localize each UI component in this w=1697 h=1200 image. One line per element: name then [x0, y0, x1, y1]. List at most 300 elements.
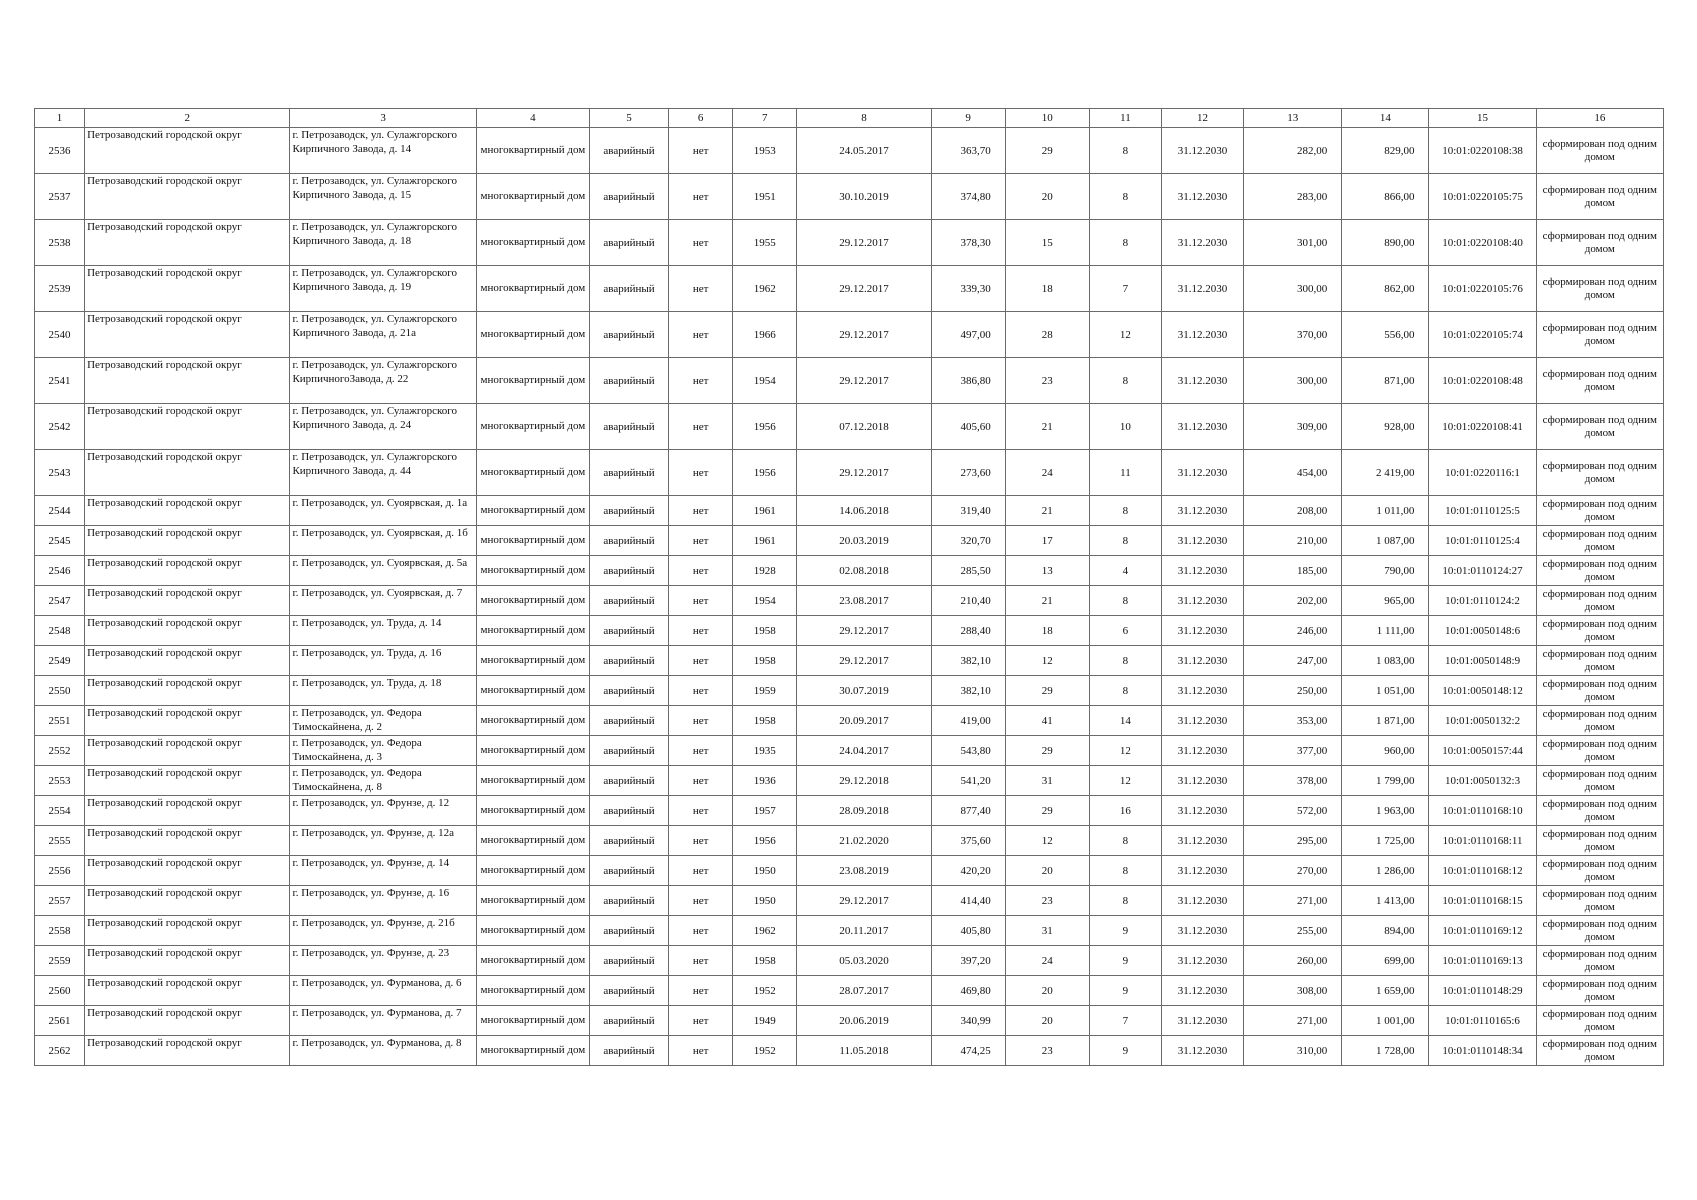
area-resettle-cell: 246,00	[1244, 616, 1342, 646]
area-cell: 420,20	[931, 856, 1005, 886]
building-status-cell: аварийный	[589, 128, 668, 174]
cadastral-number-cell: 10:01:0110168:10	[1429, 796, 1536, 826]
apartments-cell: 8	[1089, 886, 1161, 916]
recognition-date-cell: 02.08.2018	[797, 556, 931, 586]
build-year-cell: 1956	[733, 450, 797, 496]
land-plot-status-cell: сформирован под одним домом	[1536, 220, 1663, 266]
residents-cell: 20	[1005, 976, 1089, 1006]
area-resettle-cell: 377,00	[1244, 736, 1342, 766]
land-area-cell: 1 286,00	[1342, 856, 1429, 886]
area-resettle-cell: 247,00	[1244, 646, 1342, 676]
build-year-cell: 1950	[733, 886, 797, 916]
land-plot-status-cell: сформирован под одним домом	[1536, 646, 1663, 676]
build-year-cell: 1957	[733, 796, 797, 826]
municipality-cell: Петрозаводский городской округ	[85, 586, 290, 616]
col-header: 15	[1429, 109, 1536, 128]
municipality-cell: Петрозаводский городской округ	[85, 358, 290, 404]
building-type-cell: многоквартирный дом	[476, 266, 589, 312]
address-cell: г. Петрозаводск, ул. Федора Тимоскайнена, д. 3	[290, 736, 476, 766]
col-header: 10	[1005, 109, 1089, 128]
building-type-cell: многоквартирный дом	[476, 946, 589, 976]
address-cell: г. Петрозаводск, ул. Труда, д. 18	[290, 676, 476, 706]
building-status-cell: аварийный	[589, 616, 668, 646]
land-area-cell: 1 659,00	[1342, 976, 1429, 1006]
recognition-date-cell: 23.08.2017	[797, 586, 931, 616]
land-area-cell: 699,00	[1342, 946, 1429, 976]
area-resettle-cell: 271,00	[1244, 1006, 1342, 1036]
area-resettle-cell: 282,00	[1244, 128, 1342, 174]
build-year-cell: 1953	[733, 128, 797, 174]
row-number-cell: 2552	[35, 736, 85, 766]
area-resettle-cell: 295,00	[1244, 826, 1342, 856]
recognition-date-cell: 29.12.2017	[797, 266, 931, 312]
build-year-cell: 1961	[733, 526, 797, 556]
apartments-cell: 11	[1089, 450, 1161, 496]
land-plot-status-cell: сформирован под одним домом	[1536, 358, 1663, 404]
row-number-cell: 2537	[35, 174, 85, 220]
recognition-date-cell: 24.04.2017	[797, 736, 931, 766]
land-area-cell: 1 725,00	[1342, 826, 1429, 856]
resettlement-date-cell: 31.12.2030	[1161, 796, 1243, 826]
land-plot-status-cell: сформирован под одним домом	[1536, 496, 1663, 526]
build-year-cell: 1936	[733, 766, 797, 796]
recognition-date-cell: 29.12.2017	[797, 312, 931, 358]
residents-cell: 29	[1005, 736, 1089, 766]
cadastral-number-cell: 10:01:0220108:38	[1429, 128, 1536, 174]
building-status-cell: аварийный	[589, 736, 668, 766]
address-cell: г. Петрозаводск, ул. Сулажгорского Кирпичного Завода, д. 19	[290, 266, 476, 312]
build-year-cell: 1949	[733, 1006, 797, 1036]
building-status-cell: аварийный	[589, 312, 668, 358]
cadastral-number-cell: 10:01:0110148:29	[1429, 976, 1536, 1006]
table-row	[35, 312, 1664, 358]
recognition-date-cell: 07.12.2018	[797, 404, 931, 450]
row-number-cell: 2554	[35, 796, 85, 826]
resettlement-date-cell: 31.12.2030	[1161, 174, 1243, 220]
build-year-cell: 1955	[733, 220, 797, 266]
area-resettle-cell: 208,00	[1244, 496, 1342, 526]
municipality-cell: Петрозаводский городской округ	[85, 766, 290, 796]
table-row	[35, 404, 1664, 450]
col-header: 14	[1342, 109, 1429, 128]
address-cell: г. Петрозаводск, ул. Фрунзе, д. 14	[290, 856, 476, 886]
flag-cell: нет	[669, 916, 733, 946]
building-status-cell: аварийный	[589, 266, 668, 312]
col-header: 8	[797, 109, 931, 128]
area-resettle-cell: 300,00	[1244, 358, 1342, 404]
land-plot-status-cell: сформирован под одним домом	[1536, 736, 1663, 766]
resettlement-date-cell: 31.12.2030	[1161, 646, 1243, 676]
apartments-cell: 4	[1089, 556, 1161, 586]
resettlement-date-cell: 31.12.2030	[1161, 404, 1243, 450]
table-row	[35, 736, 1664, 766]
municipality-cell: Петрозаводский городской округ	[85, 174, 290, 220]
area-resettle-cell: 353,00	[1244, 706, 1342, 736]
address-cell: г. Петрозаводск, ул. Фрунзе, д. 12а	[290, 826, 476, 856]
resettlement-date-cell: 31.12.2030	[1161, 736, 1243, 766]
residents-cell: 31	[1005, 766, 1089, 796]
municipality-cell: Петрозаводский городской округ	[85, 646, 290, 676]
building-status-cell: аварийный	[589, 796, 668, 826]
flag-cell: нет	[669, 826, 733, 856]
recognition-date-cell: 29.12.2017	[797, 450, 931, 496]
apartments-cell: 9	[1089, 916, 1161, 946]
build-year-cell: 1935	[733, 736, 797, 766]
building-status-cell: аварийный	[589, 646, 668, 676]
area-resettle-cell: 202,00	[1244, 586, 1342, 616]
municipality-cell: Петрозаводский городской округ	[85, 496, 290, 526]
row-number-cell: 2550	[35, 676, 85, 706]
resettlement-date-cell: 31.12.2030	[1161, 886, 1243, 916]
residents-cell: 20	[1005, 1006, 1089, 1036]
recognition-date-cell: 20.06.2019	[797, 1006, 931, 1036]
residents-cell: 29	[1005, 676, 1089, 706]
recognition-date-cell: 20.11.2017	[797, 916, 931, 946]
building-status-cell: аварийный	[589, 706, 668, 736]
land-plot-status-cell: сформирован под одним домом	[1536, 450, 1663, 496]
residents-cell: 23	[1005, 1036, 1089, 1066]
apartments-cell: 8	[1089, 526, 1161, 556]
table-row	[35, 1036, 1664, 1066]
area-cell: 405,60	[931, 404, 1005, 450]
flag-cell: нет	[669, 220, 733, 266]
apartments-cell: 10	[1089, 404, 1161, 450]
area-cell: 374,80	[931, 174, 1005, 220]
resettlement-date-cell: 31.12.2030	[1161, 856, 1243, 886]
land-plot-status-cell: сформирован под одним домом	[1536, 556, 1663, 586]
cadastral-number-cell: 10:01:0110168:15	[1429, 886, 1536, 916]
area-resettle-cell: 300,00	[1244, 266, 1342, 312]
land-area-cell: 965,00	[1342, 586, 1429, 616]
recognition-date-cell: 05.03.2020	[797, 946, 931, 976]
address-cell: г. Петрозаводск, ул. Сулажгорского Кирпичного Завода, д. 24	[290, 404, 476, 450]
resettlement-date-cell: 31.12.2030	[1161, 496, 1243, 526]
row-number-cell: 2542	[35, 404, 85, 450]
table-row	[35, 174, 1664, 220]
residents-cell: 18	[1005, 616, 1089, 646]
recognition-date-cell: 29.12.2017	[797, 220, 931, 266]
address-cell: г. Петрозаводск, ул. Суоярвская, д. 1б	[290, 526, 476, 556]
address-cell: г. Петрозаводск, ул. Суоярвская, д. 5а	[290, 556, 476, 586]
municipality-cell: Петрозаводский городской округ	[85, 676, 290, 706]
area-cell: 386,80	[931, 358, 1005, 404]
flag-cell: нет	[669, 976, 733, 1006]
row-number-cell: 2557	[35, 886, 85, 916]
resettlement-date-cell: 31.12.2030	[1161, 526, 1243, 556]
building-type-cell: многоквартирный дом	[476, 404, 589, 450]
land-area-cell: 790,00	[1342, 556, 1429, 586]
land-plot-status-cell: сформирован под одним домом	[1536, 1036, 1663, 1066]
row-number-cell: 2553	[35, 766, 85, 796]
table-row	[35, 586, 1664, 616]
row-number-cell: 2547	[35, 586, 85, 616]
residents-cell: 20	[1005, 174, 1089, 220]
building-type-cell: многоквартирный дом	[476, 526, 589, 556]
building-type-cell: многоквартирный дом	[476, 496, 589, 526]
cadastral-number-cell: 10:01:0050148:6	[1429, 616, 1536, 646]
row-number-cell: 2561	[35, 1006, 85, 1036]
resettlement-date-cell: 31.12.2030	[1161, 916, 1243, 946]
area-cell: 319,40	[931, 496, 1005, 526]
land-plot-status-cell: сформирован под одним домом	[1536, 586, 1663, 616]
cadastral-number-cell: 10:01:0110125:4	[1429, 526, 1536, 556]
resettlement-date-cell: 31.12.2030	[1161, 586, 1243, 616]
residents-cell: 17	[1005, 526, 1089, 556]
area-cell: 288,40	[931, 616, 1005, 646]
area-resettle-cell: 378,00	[1244, 766, 1342, 796]
resettlement-date-cell: 31.12.2030	[1161, 976, 1243, 1006]
building-type-cell: многоквартирный дом	[476, 646, 589, 676]
residents-cell: 21	[1005, 586, 1089, 616]
col-header: 2	[85, 109, 290, 128]
land-area-cell: 1 871,00	[1342, 706, 1429, 736]
cadastral-number-cell: 10:01:0110124:27	[1429, 556, 1536, 586]
build-year-cell: 1959	[733, 676, 797, 706]
row-number-cell: 2538	[35, 220, 85, 266]
cadastral-number-cell: 10:01:0110124:2	[1429, 586, 1536, 616]
building-type-cell: многоквартирный дом	[476, 128, 589, 174]
build-year-cell: 1958	[733, 946, 797, 976]
residents-cell: 12	[1005, 646, 1089, 676]
municipality-cell: Петрозаводский городской округ	[85, 556, 290, 586]
area-cell: 273,60	[931, 450, 1005, 496]
build-year-cell: 1962	[733, 916, 797, 946]
resettlement-date-cell: 31.12.2030	[1161, 358, 1243, 404]
build-year-cell: 1950	[733, 856, 797, 886]
area-cell: 382,10	[931, 676, 1005, 706]
land-area-cell: 1 087,00	[1342, 526, 1429, 556]
building-status-cell: аварийный	[589, 586, 668, 616]
land-plot-status-cell: сформирован под одним домом	[1536, 312, 1663, 358]
flag-cell: нет	[669, 266, 733, 312]
flag-cell: нет	[669, 358, 733, 404]
resettlement-date-cell: 31.12.2030	[1161, 220, 1243, 266]
address-cell: г. Петрозаводск, ул. Фрунзе, д. 16	[290, 886, 476, 916]
resettlement-date-cell: 31.12.2030	[1161, 266, 1243, 312]
land-area-cell: 1 111,00	[1342, 616, 1429, 646]
flag-cell: нет	[669, 766, 733, 796]
building-type-cell: многоквартирный дом	[476, 312, 589, 358]
apartments-cell: 8	[1089, 496, 1161, 526]
flag-cell: нет	[669, 886, 733, 916]
residents-cell: 12	[1005, 826, 1089, 856]
municipality-cell: Петрозаводский городской округ	[85, 1036, 290, 1066]
cadastral-number-cell: 10:01:0220108:41	[1429, 404, 1536, 450]
col-header: 3	[290, 109, 476, 128]
land-plot-status-cell: сформирован под одним домом	[1536, 1006, 1663, 1036]
residents-cell: 20	[1005, 856, 1089, 886]
apartments-cell: 8	[1089, 358, 1161, 404]
building-status-cell: аварийный	[589, 826, 668, 856]
row-number-cell: 2559	[35, 946, 85, 976]
apartments-cell: 8	[1089, 128, 1161, 174]
residents-cell: 28	[1005, 312, 1089, 358]
flag-cell: нет	[669, 1036, 733, 1066]
apartments-cell: 6	[1089, 616, 1161, 646]
cadastral-number-cell: 10:01:0220108:40	[1429, 220, 1536, 266]
cadastral-number-cell: 10:01:0220105:76	[1429, 266, 1536, 312]
table-row	[35, 916, 1664, 946]
col-header: 1	[35, 109, 85, 128]
flag-cell: нет	[669, 556, 733, 586]
land-area-cell: 1 011,00	[1342, 496, 1429, 526]
col-header: 12	[1161, 109, 1243, 128]
housing-register-table	[34, 108, 1664, 1066]
building-type-cell: многоквартирный дом	[476, 556, 589, 586]
area-cell: 543,80	[931, 736, 1005, 766]
building-type-cell: многоквартирный дом	[476, 586, 589, 616]
municipality-cell: Петрозаводский городской округ	[85, 916, 290, 946]
land-plot-status-cell: сформирован под одним домом	[1536, 676, 1663, 706]
municipality-cell: Петрозаводский городской округ	[85, 616, 290, 646]
residents-cell: 21	[1005, 496, 1089, 526]
row-number-cell: 2540	[35, 312, 85, 358]
building-type-cell: многоквартирный дом	[476, 1036, 589, 1066]
apartments-cell: 8	[1089, 856, 1161, 886]
area-resettle-cell: 301,00	[1244, 220, 1342, 266]
table-row	[35, 766, 1664, 796]
address-cell: г. Петрозаводск, ул. Сулажгорского Кирпичного Завода, д. 21а	[290, 312, 476, 358]
recognition-date-cell: 28.07.2017	[797, 976, 931, 1006]
flag-cell: нет	[669, 736, 733, 766]
area-cell: 375,60	[931, 826, 1005, 856]
build-year-cell: 1952	[733, 1036, 797, 1066]
building-status-cell: аварийный	[589, 976, 668, 1006]
residents-cell: 29	[1005, 128, 1089, 174]
apartments-cell: 7	[1089, 266, 1161, 312]
address-cell: г. Петрозаводск, ул. Сулажгорского КирпичногоЗавода, д. 22	[290, 358, 476, 404]
recognition-date-cell: 20.03.2019	[797, 526, 931, 556]
recognition-date-cell: 29.12.2017	[797, 886, 931, 916]
row-number-cell: 2549	[35, 646, 85, 676]
recognition-date-cell: 29.12.2017	[797, 616, 931, 646]
building-status-cell: аварийный	[589, 220, 668, 266]
building-status-cell: аварийный	[589, 556, 668, 586]
table-row	[35, 856, 1664, 886]
cadastral-number-cell: 10:01:0110148:34	[1429, 1036, 1536, 1066]
land-plot-status-cell: сформирован под одним домом	[1536, 856, 1663, 886]
resettlement-date-cell: 31.12.2030	[1161, 946, 1243, 976]
area-resettle-cell: 270,00	[1244, 856, 1342, 886]
area-resettle-cell: 283,00	[1244, 174, 1342, 220]
area-cell: 497,00	[931, 312, 1005, 358]
municipality-cell: Петрозаводский городской округ	[85, 706, 290, 736]
resettlement-date-cell: 31.12.2030	[1161, 616, 1243, 646]
apartments-cell: 14	[1089, 706, 1161, 736]
residents-cell: 31	[1005, 916, 1089, 946]
table-row	[35, 450, 1664, 496]
row-number-cell: 2555	[35, 826, 85, 856]
building-type-cell: многоквартирный дом	[476, 220, 589, 266]
flag-cell: нет	[669, 174, 733, 220]
residents-cell: 24	[1005, 450, 1089, 496]
address-cell: г. Петрозаводск, ул. Труда, д. 14	[290, 616, 476, 646]
resettlement-date-cell: 31.12.2030	[1161, 1006, 1243, 1036]
apartments-cell: 9	[1089, 1036, 1161, 1066]
building-type-cell: многоквартирный дом	[476, 736, 589, 766]
area-resettle-cell: 260,00	[1244, 946, 1342, 976]
build-year-cell: 1956	[733, 826, 797, 856]
land-plot-status-cell: сформирован под одним домом	[1536, 796, 1663, 826]
land-plot-status-cell: сформирован под одним домом	[1536, 766, 1663, 796]
apartments-cell: 8	[1089, 826, 1161, 856]
row-number-cell: 2545	[35, 526, 85, 556]
building-type-cell: многоквартирный дом	[476, 826, 589, 856]
build-year-cell: 1954	[733, 586, 797, 616]
build-year-cell: 1966	[733, 312, 797, 358]
col-header: 4	[476, 109, 589, 128]
area-cell: 877,40	[931, 796, 1005, 826]
building-type-cell: многоквартирный дом	[476, 916, 589, 946]
row-number-cell: 2544	[35, 496, 85, 526]
municipality-cell: Петрозаводский городской округ	[85, 1006, 290, 1036]
building-type-cell: многоквартирный дом	[476, 1006, 589, 1036]
land-area-cell: 894,00	[1342, 916, 1429, 946]
land-area-cell: 1 051,00	[1342, 676, 1429, 706]
area-resettle-cell: 454,00	[1244, 450, 1342, 496]
land-plot-status-cell: сформирован под одним домом	[1536, 916, 1663, 946]
apartments-cell: 12	[1089, 766, 1161, 796]
col-header: 13	[1244, 109, 1342, 128]
flag-cell: нет	[669, 676, 733, 706]
area-resettle-cell: 370,00	[1244, 312, 1342, 358]
residents-cell: 41	[1005, 706, 1089, 736]
building-type-cell: многоквартирный дом	[476, 358, 589, 404]
apartments-cell: 8	[1089, 220, 1161, 266]
area-cell: 320,70	[931, 526, 1005, 556]
resettlement-date-cell: 31.12.2030	[1161, 556, 1243, 586]
recognition-date-cell: 11.05.2018	[797, 1036, 931, 1066]
build-year-cell: 1954	[733, 358, 797, 404]
table-row	[35, 826, 1664, 856]
building-status-cell: аварийный	[589, 496, 668, 526]
municipality-cell: Петрозаводский городской округ	[85, 266, 290, 312]
address-cell: г. Петрозаводск, ул. Фурманова, д. 7	[290, 1006, 476, 1036]
table-row	[35, 1006, 1664, 1036]
land-area-cell: 1 799,00	[1342, 766, 1429, 796]
build-year-cell: 1962	[733, 266, 797, 312]
flag-cell: нет	[669, 796, 733, 826]
residents-cell: 13	[1005, 556, 1089, 586]
flag-cell: нет	[669, 1006, 733, 1036]
land-plot-status-cell: сформирован под одним домом	[1536, 706, 1663, 736]
build-year-cell: 1952	[733, 976, 797, 1006]
table-row	[35, 886, 1664, 916]
table-row	[35, 266, 1664, 312]
address-cell: г. Петрозаводск, ул. Сулажгорского Кирпичного Завода, д. 14	[290, 128, 476, 174]
col-header: 9	[931, 109, 1005, 128]
area-resettle-cell: 271,00	[1244, 886, 1342, 916]
land-area-cell: 928,00	[1342, 404, 1429, 450]
resettlement-date-cell: 31.12.2030	[1161, 450, 1243, 496]
flag-cell: нет	[669, 946, 733, 976]
recognition-date-cell: 24.05.2017	[797, 128, 931, 174]
cadastral-number-cell: 10:01:0050132:3	[1429, 766, 1536, 796]
municipality-cell: Петрозаводский городской округ	[85, 526, 290, 556]
area-cell: 541,20	[931, 766, 1005, 796]
build-year-cell: 1958	[733, 646, 797, 676]
recognition-date-cell: 28.09.2018	[797, 796, 931, 826]
land-plot-status-cell: сформирован под одним домом	[1536, 826, 1663, 856]
land-plot-status-cell: сформирован под одним домом	[1536, 526, 1663, 556]
cadastral-number-cell: 10:01:0050148:12	[1429, 676, 1536, 706]
municipality-cell: Петрозаводский городской округ	[85, 312, 290, 358]
municipality-cell: Петрозаводский городской округ	[85, 946, 290, 976]
municipality-cell: Петрозаводский городской округ	[85, 404, 290, 450]
building-status-cell: аварийный	[589, 1006, 668, 1036]
area-cell: 378,30	[931, 220, 1005, 266]
row-number-cell: 2548	[35, 616, 85, 646]
